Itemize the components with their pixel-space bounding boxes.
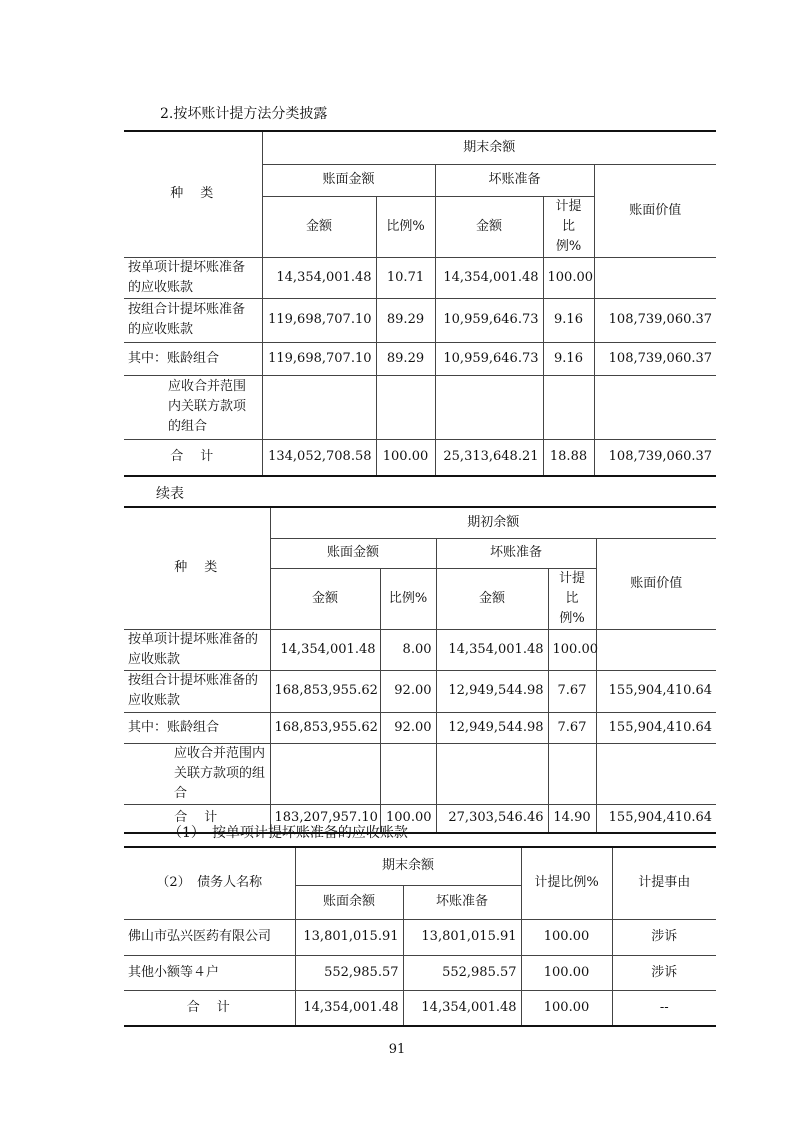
bad-debt-header: 坏账准备 <box>436 538 596 568</box>
table-row: 佛山市弘兴医药有限公司 13,801,015.91 13,801,015.91 100.00 涉诉 <box>124 919 716 955</box>
provision-ratio-header: 计提比例% <box>543 196 594 257</box>
table-row: 按单项计提坏账准备的应收账款 14,354,001.48 8.00 14,354,001.48 100.00 <box>124 629 716 670</box>
provision-ratio-header: 计提比例% <box>548 568 596 629</box>
table-row: 其中：账龄组合 119,698,707.10 89.29 10,959,646.73 9.16 108,739,060.37 <box>124 342 716 375</box>
table-row: 应收合并范围内关联方款项的组合 <box>124 375 716 439</box>
ratio-header: 比例% <box>380 568 436 629</box>
category-header: 种 类 <box>124 131 262 257</box>
ratio-header: 比例% <box>376 196 435 257</box>
period-header: 期末余额 <box>262 131 716 164</box>
period-header: 期末余额 <box>295 847 521 885</box>
period-header: 期初余额 <box>270 507 716 538</box>
bad-debt-header: 坏账准备 <box>403 885 521 919</box>
book-value-header: 账面价值 <box>594 164 716 257</box>
amount-header: 金额 <box>270 568 380 629</box>
book-balance-header: 账面余额 <box>295 885 403 919</box>
continued-label: 续表 <box>156 486 184 502</box>
total-row: 合 计 14,354,001.48 14,354,001.48 100.00 -- <box>124 990 716 1026</box>
table-row: 按组合计提坏账准备的应收账款 168,853,955.62 92.00 12,949,544.98 7.67 155,904,410.64 <box>124 670 716 712</box>
table-row: 按单项计提坏账准备的应收账款 14,354,001.48 10.71 14,354,001.48 100.00 <box>124 257 716 298</box>
category-header: 种 类 <box>124 507 270 629</box>
book-balance-header: 账面金额 <box>270 538 436 568</box>
amount-header: 金额 <box>435 196 543 257</box>
debtor-header: （2） 债务人名称 <box>124 847 295 919</box>
section-heading-1: 2.按坏账计提方法分类披露 <box>160 106 328 122</box>
page-number: 91 <box>388 1042 406 1057</box>
amount-header: 金额 <box>262 196 376 257</box>
table-row: 其他小额等４户 552,985.57 552,985.57 100.00 涉诉 <box>124 955 716 990</box>
reason-header: 计提事由 <box>612 847 716 919</box>
bad-debt-header: 坏账准备 <box>435 164 594 196</box>
table-row: 按组合计提坏账准备的应收账款 119,698,707.10 89.29 10,959,646.73 9.16 108,739,060.37 <box>124 298 716 342</box>
table-row: 其中：账龄组合 168,853,955.62 92.00 12,949,544.98 7.67 155,904,410.64 <box>124 712 716 743</box>
book-balance-header: 账面金额 <box>262 164 435 196</box>
total-row: 合 计 183,207,957.10 100.00 27,303,546.46 14.90 155,904,410.64 <box>124 804 716 833</box>
table-ending-balance <box>124 130 716 477</box>
section-heading-2: （1） 按单项计提坏账准备的应收账款 <box>168 825 408 841</box>
provision-ratio-header: 计提比例% <box>521 847 612 919</box>
book-value-header: 账面价值 <box>596 538 716 629</box>
total-row: 合 计 134,052,708.58 100.00 25,313,648.21 18.88 108,739,060.37 <box>124 439 716 476</box>
table-opening-balance <box>124 506 716 834</box>
amount-header: 金额 <box>436 568 548 629</box>
table-individual-provision <box>124 846 716 1027</box>
table-row: 应收合并范围内关联方款项的组合 <box>124 743 716 804</box>
